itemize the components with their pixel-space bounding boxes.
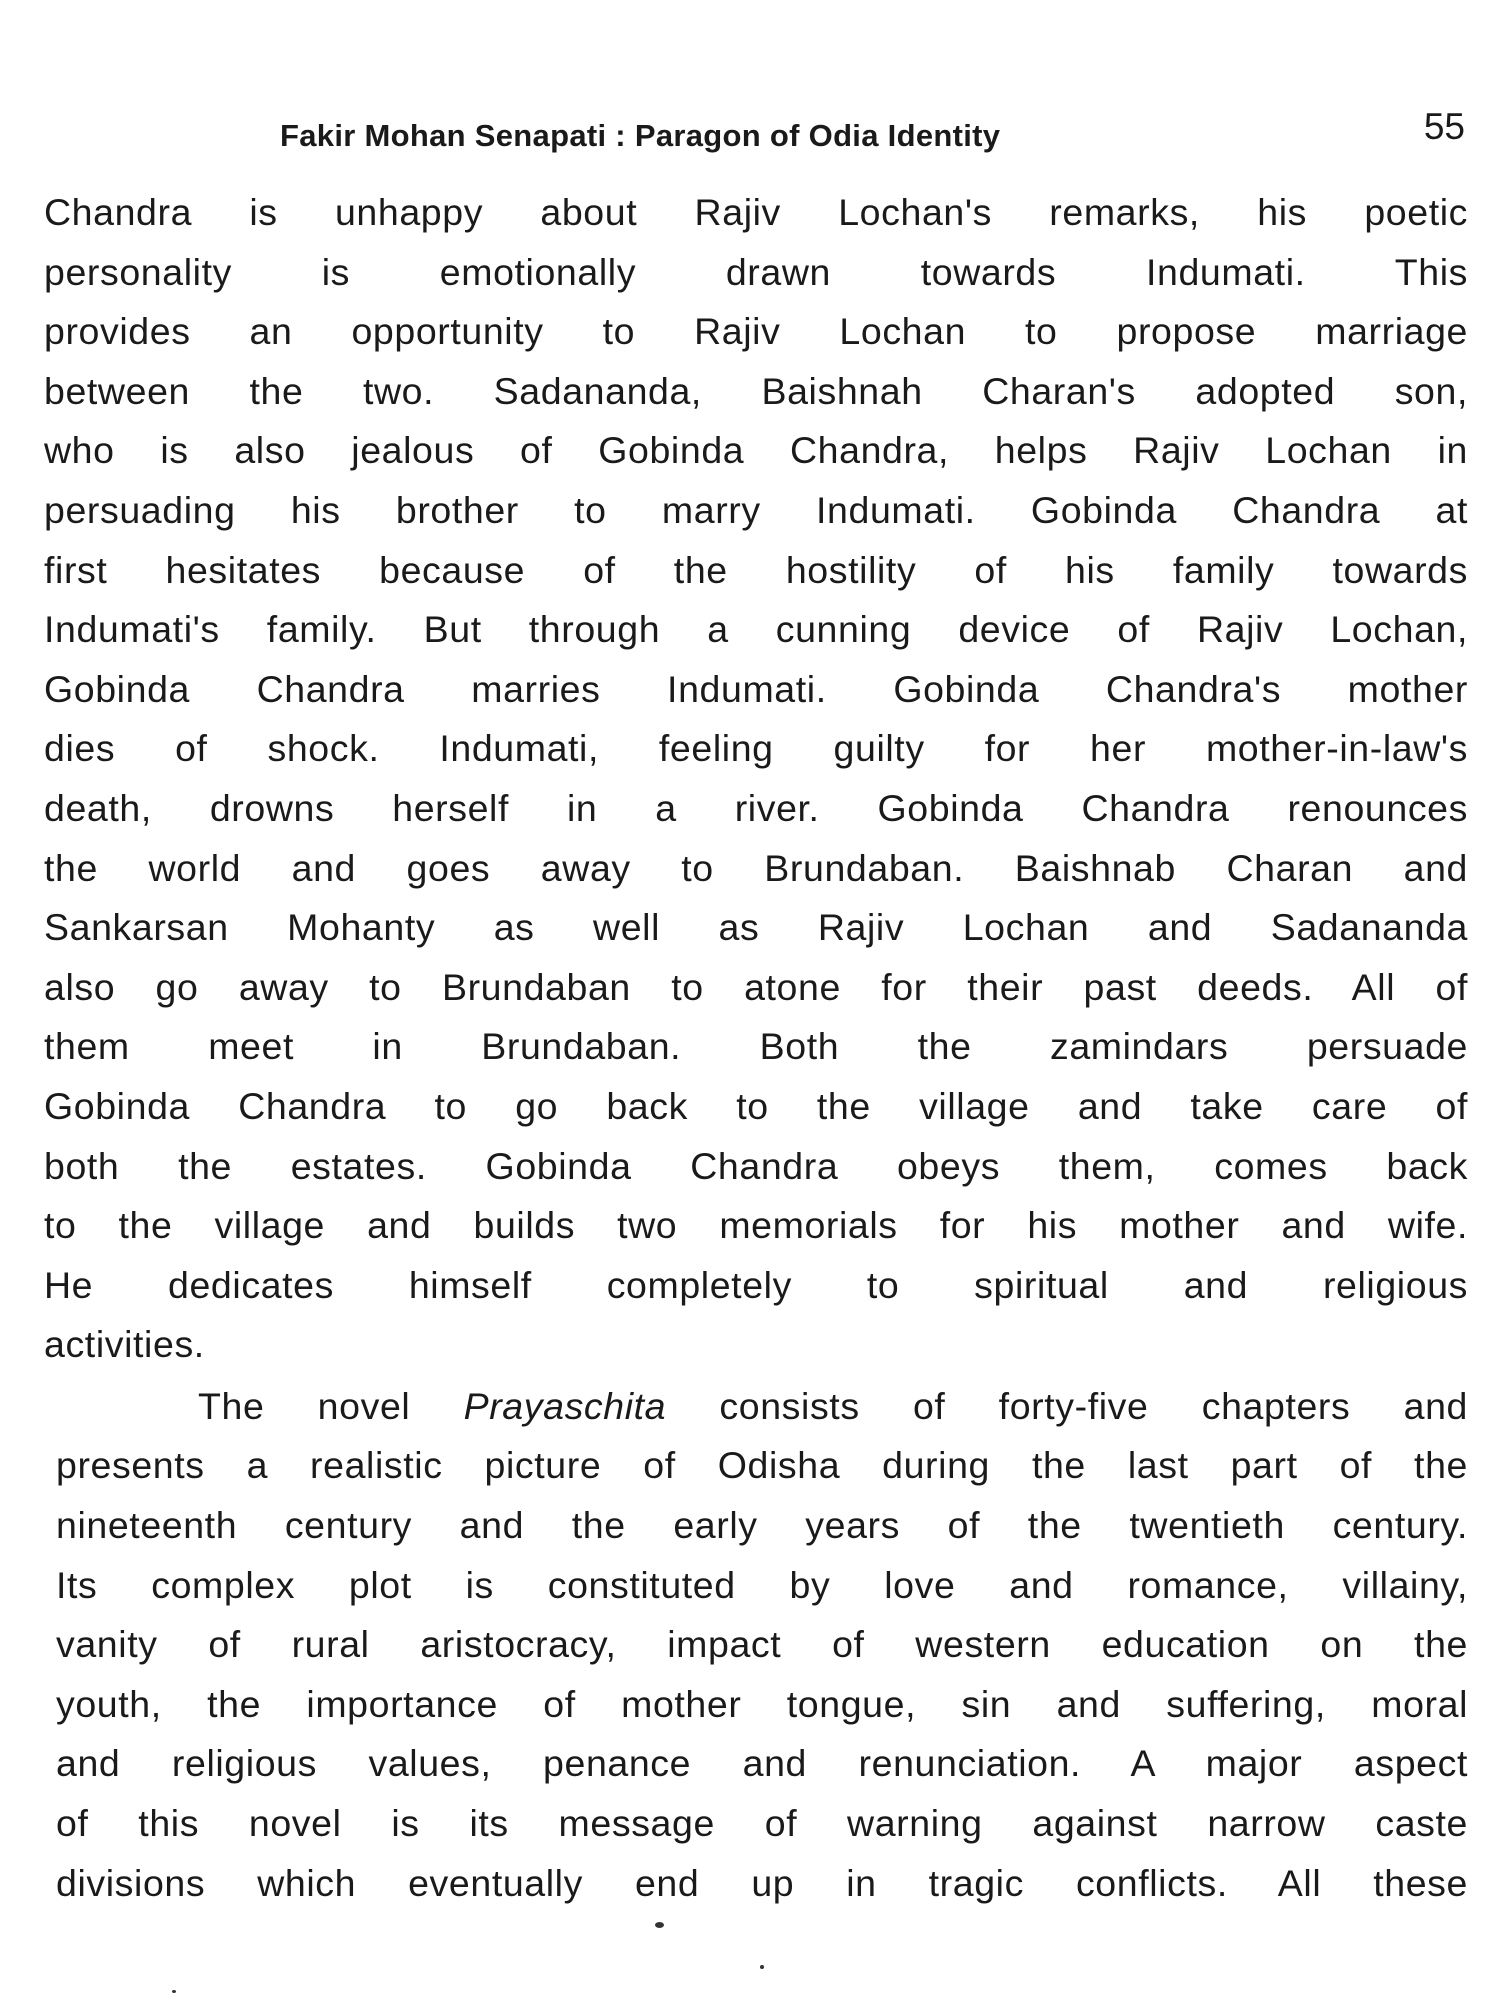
paragraph-2 [44,1377,1468,1913]
text-line: first hesitates because of the hostility of his family towards [44,548,1468,591]
text-line: of this novel is its message of warning against narrow caste [56,1802,1468,1845]
text-line: dies of shock. Indumati, feeling guilty for her mother-in-law's [44,727,1468,770]
text-line: both the estates. Gobinda Chandra obeys them, comes back [44,1144,1468,1187]
paragraph-1 [44,183,1468,1375]
text-line: death, drowns herself in a river. Gobinda Chandra renounces [44,786,1468,829]
text-segment: The novel [198,1384,464,1427]
text-line: persuading his brother to marry Indumati. Gobinda Chandra at [44,488,1468,531]
text-line: presents a realistic picture of Odisha during the last part of the [56,1444,1468,1487]
text-line: between the two. Sadananda, Baishnah Charan's adopted son, [44,369,1468,412]
text-line: activities. [44,1323,205,1366]
text-line: Indumati's family. But through a cunning device of Rajiv Lochan, [44,608,1468,651]
body-text [44,183,1468,1913]
page-number: 55 [1423,106,1465,147]
text-line: provides an opportunity to Rajiv Lochan to propose marriage [44,310,1468,353]
running-header: Fakir Mohan Senapati : Paragon of Odia Identity [280,118,1001,153]
scan-speck [172,1990,176,1993]
text-line: divisions which eventually end up in tragic conflicts. All these [56,1861,1468,1904]
text-line: nineteenth century and the early years of the twentieth century. [56,1504,1468,1547]
text-line: Its complex plot is constituted by love and romance, villainy, [56,1563,1468,1606]
text-line: who is also jealous of Gobinda Chandra, helps Rajiv Lochan in [44,429,1468,472]
text-line: Gobinda Chandra marries Indumati. Gobinda Chandra's mother [44,667,1468,710]
text-line: them meet in Brundaban. Both the zamindars persuade [44,1025,1468,1068]
text-line: Chandra is unhappy about Rajiv Lochan's remarks, his poetic [44,191,1468,233]
text-line: to the village and builds two memorials for his mother and wife. [44,1204,1468,1247]
book-title-italic: Prayaschita [463,1384,667,1427]
text-line: Sankarsan Mohanty as well as Rajiv Lochan and Sadananda [44,906,1468,949]
text-line: and religious values, penance and renunciation. A major aspect [56,1742,1468,1785]
text-line: personality is emotionally drawn towards Indumati. This [44,250,1468,293]
text-line: Gobinda Chandra to go back to the village and take care of [44,1084,1468,1127]
text-line-first [56,1377,1468,1437]
text-line: also go away to Brundaban to atone for their past deeds. All of [44,965,1468,1008]
scan-speck [760,1965,764,1969]
text-line: He dedicates himself completely to spiritual and religious [44,1263,1468,1306]
text-line: youth, the importance of mother tongue, sin and suffering, moral [56,1682,1468,1725]
text-segment: consists of forty-five chapters and [666,1384,1468,1427]
text-line: vanity of rural aristocracy, impact of western education on the [56,1623,1468,1666]
text-line: the world and goes away to Brundaban. Baishnab Charan and [44,846,1468,889]
scan-speck [655,1922,664,1928]
